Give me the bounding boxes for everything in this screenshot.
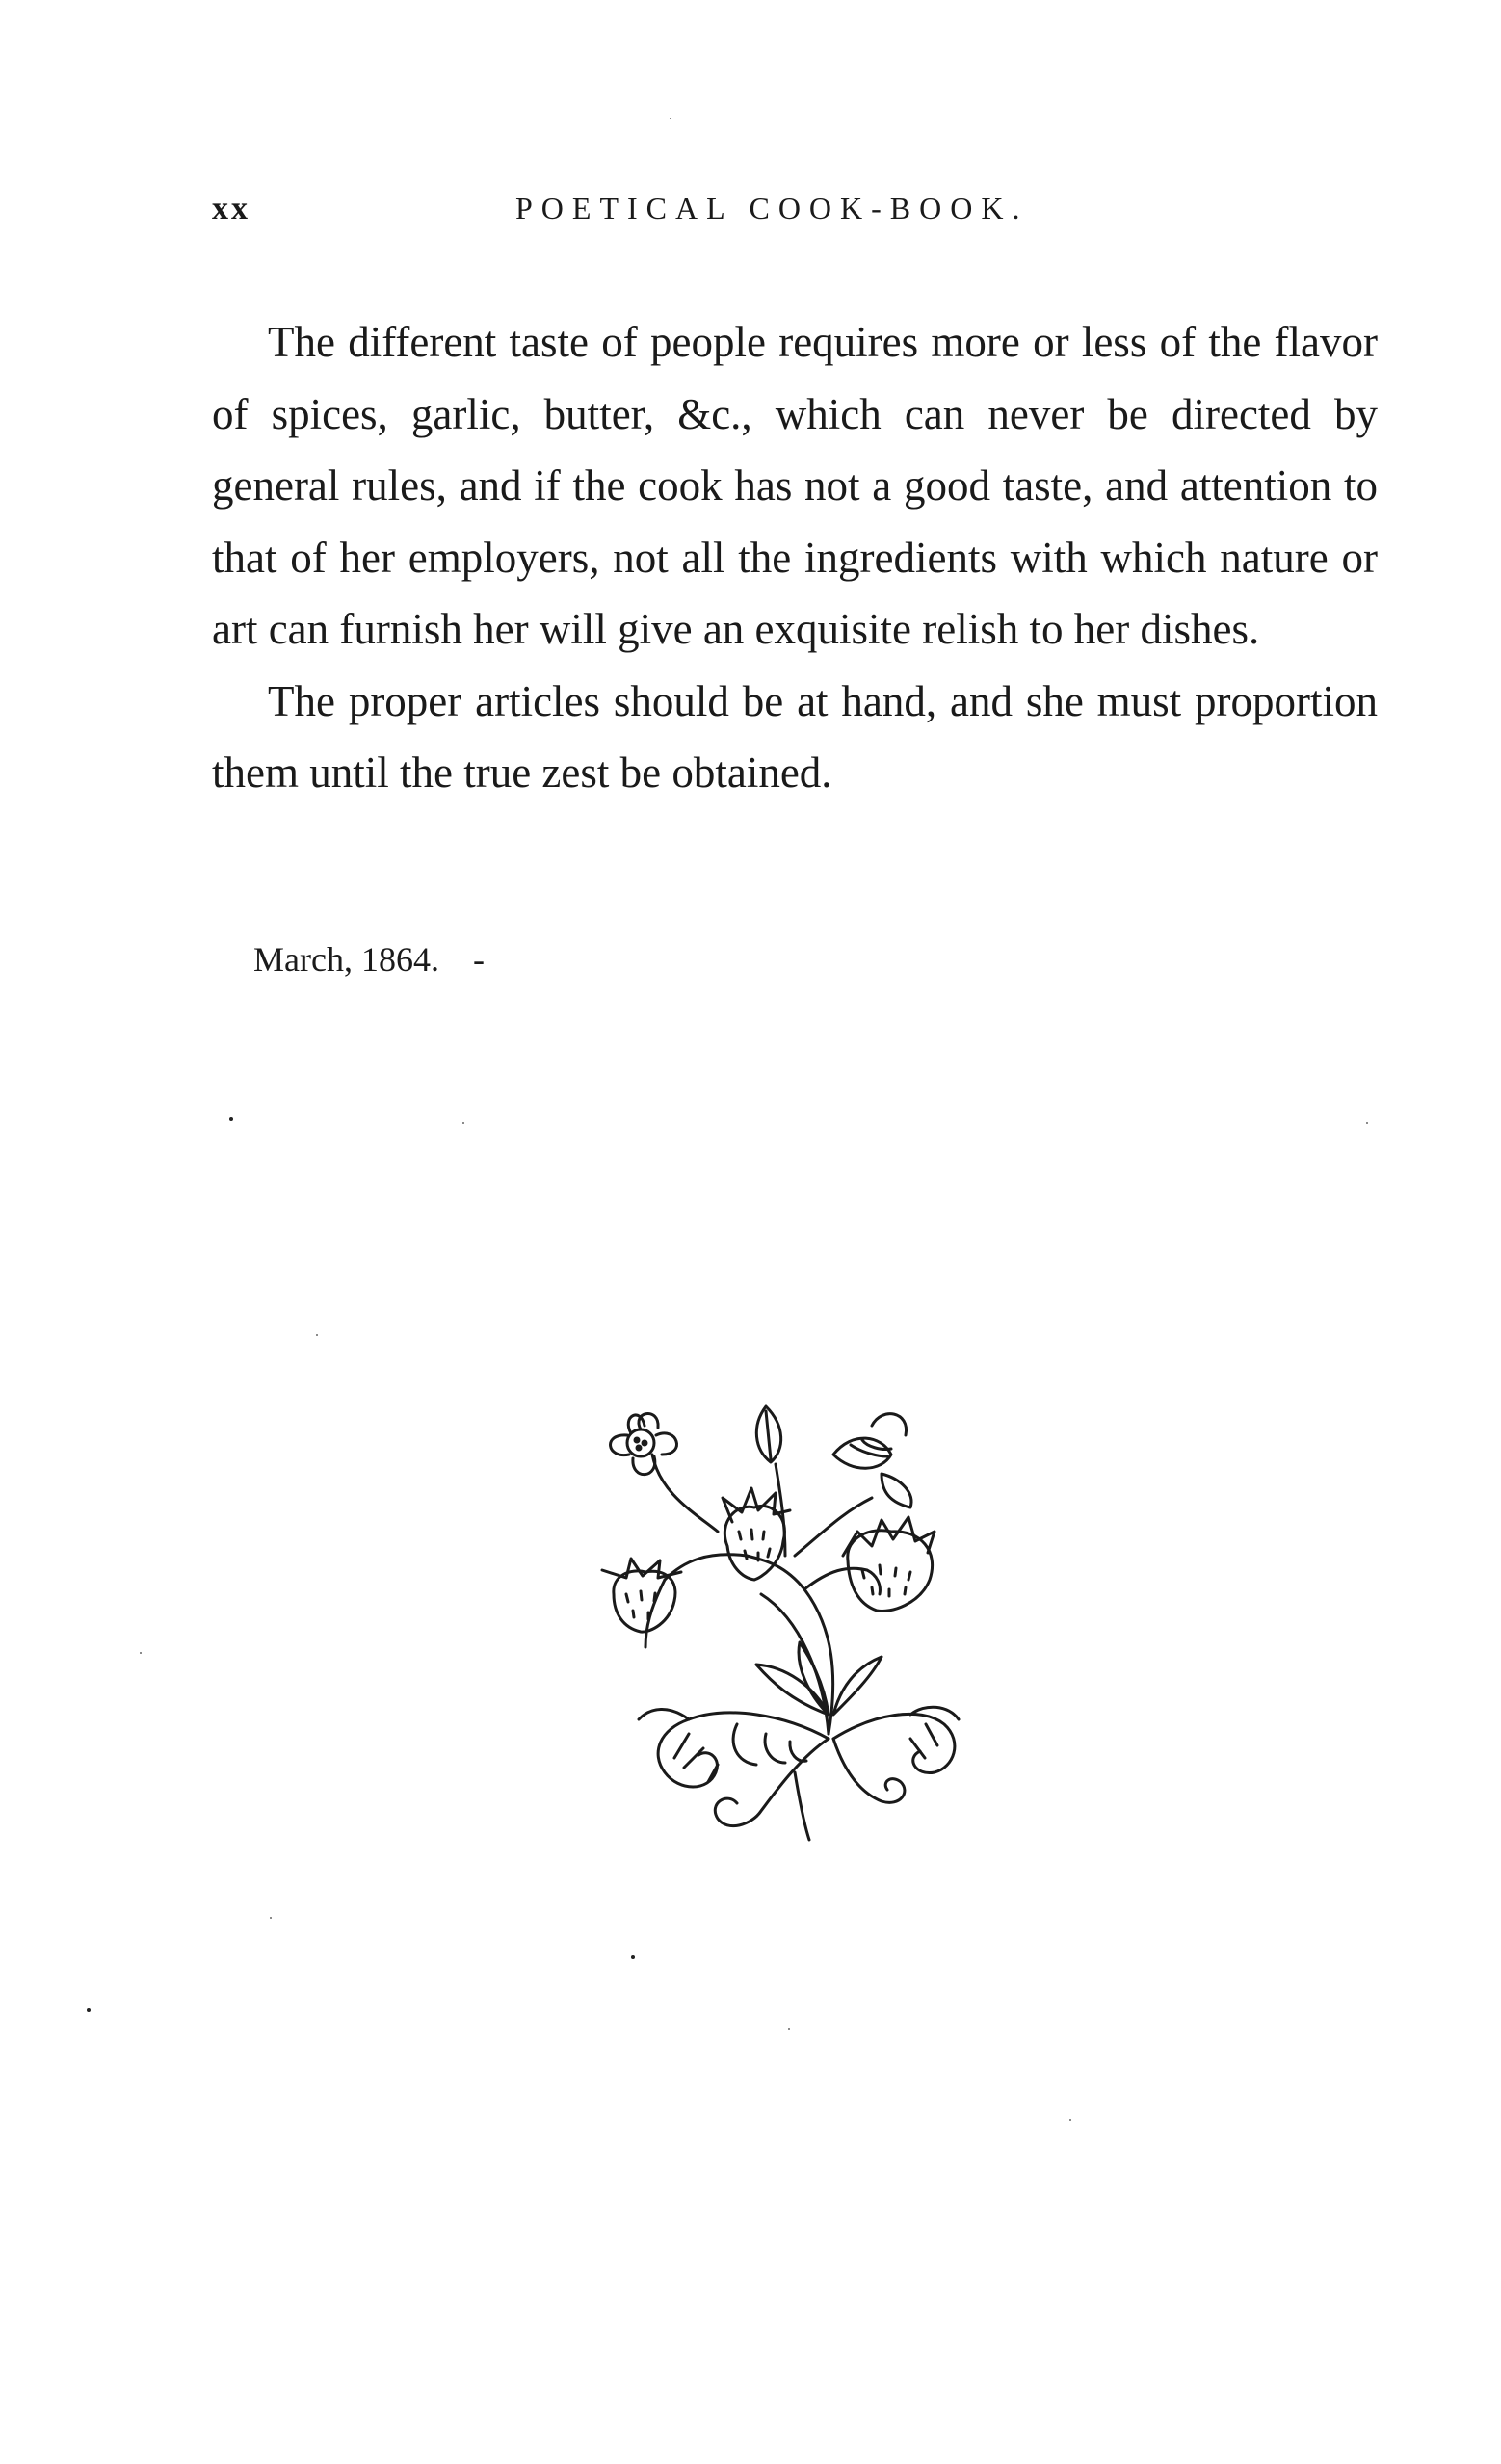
- paper-speck: [670, 118, 672, 119]
- strawberry-icon: [602, 1559, 681, 1632]
- paper-speck: [140, 1652, 142, 1654]
- paper-speck: [87, 2008, 91, 2012]
- paper-speck: [1069, 2119, 1071, 2121]
- page-number: xx: [212, 191, 250, 226]
- running-head: POETICAL COOK-BOOK.: [515, 191, 1029, 225]
- flower-icon: [611, 1414, 718, 1532]
- paper-speck: [788, 2028, 790, 2030]
- body-text: [212, 306, 1378, 809]
- strawberry-floral-vignette-icon: [592, 1387, 997, 1849]
- scroll-ornament-icon: [639, 1707, 959, 1840]
- paper-speck: [631, 1955, 635, 1959]
- signature-mark: -: [472, 940, 485, 979]
- paragraph: The different taste of people requires more or less of the flavor of spices, garlic, butter, &c., which can never be directed by general rules, and if the cook has not a good taste, and attention to that of her employers, not all the ingredients with which nature or art can furnish her will give an exquisite relish to her dishes.: [212, 318, 1378, 653]
- paper-speck: [270, 1917, 272, 1919]
- page-header: [0, 191, 1501, 239]
- paper-speck: [316, 1334, 318, 1336]
- paper-speck: [1366, 1122, 1368, 1124]
- paragraph: The proper articles should be at hand, and she must proportion them until the true zest be obtained.: [212, 676, 1378, 797]
- signature-date: March, 1864.: [253, 940, 439, 979]
- date-signature: [253, 939, 485, 980]
- strawberry-icon: [843, 1517, 935, 1612]
- paper-speck: [229, 1117, 233, 1121]
- paper-speck: [462, 1122, 464, 1124]
